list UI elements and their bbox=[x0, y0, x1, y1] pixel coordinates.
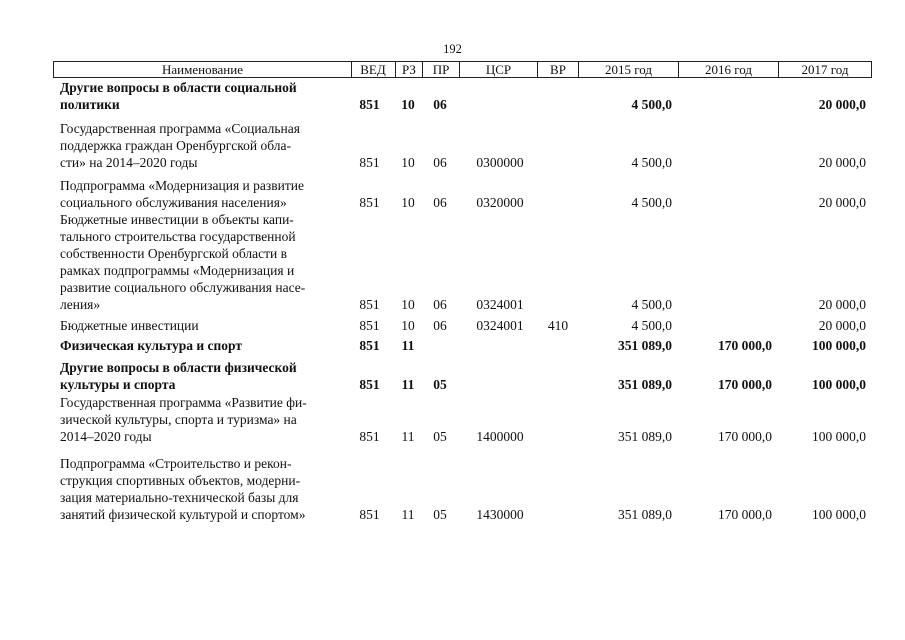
row-name-line: 2014–2020 годы bbox=[60, 429, 152, 444]
cell-rz: 10 bbox=[401, 318, 415, 333]
cell-pr: 05 bbox=[433, 429, 447, 444]
cell-pr: 06 bbox=[433, 297, 447, 312]
row-name-line: тального строительства государственной bbox=[60, 229, 296, 244]
row-name-line: развитие социального обслуживания насе- bbox=[60, 280, 306, 295]
cell-2015: 351 089,0 bbox=[618, 377, 672, 392]
row-name-line: Бюджетные инвестиции в объекты капи- bbox=[60, 212, 294, 227]
cell-rz: 11 bbox=[401, 507, 415, 522]
row-name-line: Другие вопросы в области социальной bbox=[60, 80, 297, 95]
row-name-line: Физическая культура и спорт bbox=[60, 338, 243, 353]
cell-rz: 10 bbox=[401, 155, 415, 170]
header-vr: ВР bbox=[538, 61, 579, 78]
cell-pr: 05 bbox=[433, 377, 447, 392]
cell-2017: 20 000,0 bbox=[818, 155, 866, 170]
cell-vr: 410 bbox=[547, 318, 569, 333]
cell-2015: 351 089,0 bbox=[618, 338, 672, 353]
row-name-line: политики bbox=[60, 97, 120, 112]
cell-rz: 11 bbox=[401, 338, 415, 353]
cell-ved: 851 bbox=[359, 377, 380, 392]
cell-rz: 11 bbox=[401, 429, 415, 444]
cell-2017: 20 000,0 bbox=[818, 318, 866, 333]
row-name-line: зической культуры, спорта и туризма» на bbox=[60, 412, 297, 427]
cell-csr: 0324001 bbox=[476, 297, 524, 312]
cell-2017: 100 000,0 bbox=[812, 429, 866, 444]
header-2015: 2015 год bbox=[579, 61, 679, 78]
cell-ved: 851 bbox=[359, 297, 380, 312]
page-number: 192 bbox=[443, 42, 462, 56]
cell-rz: 11 bbox=[401, 377, 415, 392]
cell-pr: 06 bbox=[433, 155, 447, 170]
row-name-line: сти» на 2014–2020 годы bbox=[60, 155, 198, 170]
cell-2016: 170 000,0 bbox=[718, 507, 772, 522]
cell-ved: 851 bbox=[359, 429, 380, 444]
cell-ved: 851 bbox=[359, 318, 380, 333]
header-csr: ЦСР bbox=[460, 61, 538, 78]
cell-2015: 351 089,0 bbox=[618, 429, 672, 444]
cell-2016: 170 000,0 bbox=[718, 377, 772, 392]
cell-rz: 10 bbox=[401, 195, 415, 210]
cell-2017: 100 000,0 bbox=[812, 338, 866, 353]
row-name-line: поддержка граждан Оренбургской обла- bbox=[60, 138, 292, 153]
row-name-line: собственности Оренбургской области в bbox=[60, 246, 288, 261]
cell-2015: 4 500,0 bbox=[631, 97, 672, 112]
row-name-line: Подпрограмма «Строительство и рекон- bbox=[60, 456, 292, 471]
row-name-line: ления» bbox=[60, 297, 101, 312]
cell-csr: 1430000 bbox=[476, 507, 524, 522]
cell-pr: 06 bbox=[433, 318, 447, 333]
cell-csr: 0300000 bbox=[476, 155, 524, 170]
row-name-line: Подпрограмма «Модернизация и развитие bbox=[60, 178, 304, 193]
row-name-line: социального обслуживания населения» bbox=[60, 195, 287, 210]
cell-2015: 351 089,0 bbox=[618, 507, 672, 522]
cell-csr: 0324001 bbox=[476, 318, 524, 333]
row-name-line: Государственная программа «Развитие фи- bbox=[60, 395, 307, 410]
cell-2017: 20 000,0 bbox=[818, 97, 866, 112]
row-name-line: Бюджетные инвестиции bbox=[60, 318, 199, 333]
cell-2015: 4 500,0 bbox=[631, 297, 672, 312]
cell-2017: 100 000,0 bbox=[812, 507, 866, 522]
cell-ved: 851 bbox=[359, 97, 380, 112]
cell-2017: 20 000,0 bbox=[818, 297, 866, 312]
row-name-line: Государственная программа «Социальная bbox=[60, 121, 300, 136]
cell-pr: 06 bbox=[433, 97, 447, 112]
cell-csr: 1400000 bbox=[476, 429, 524, 444]
cell-2015: 4 500,0 bbox=[631, 195, 672, 210]
cell-ved: 851 bbox=[359, 195, 380, 210]
row-name-line: струкция спортивных объектов, модерни- bbox=[60, 473, 301, 488]
header-name: Наименование bbox=[53, 61, 352, 78]
cell-csr: 0320000 bbox=[476, 195, 524, 210]
cell-rz: 10 bbox=[401, 97, 415, 112]
cell-2015: 4 500,0 bbox=[631, 318, 672, 333]
cell-ved: 851 bbox=[359, 507, 380, 522]
cell-2016: 170 000,0 bbox=[718, 338, 772, 353]
header-rz: РЗ bbox=[396, 61, 423, 78]
cell-2016: 170 000,0 bbox=[718, 429, 772, 444]
cell-pr: 06 bbox=[433, 195, 447, 210]
header-ved: ВЕД bbox=[351, 61, 396, 78]
cell-2015: 4 500,0 bbox=[631, 155, 672, 170]
cell-ved: 851 bbox=[359, 155, 380, 170]
row-name-line: Другие вопросы в области физической bbox=[60, 360, 297, 375]
header-2016: 2016 год bbox=[679, 61, 779, 78]
header-2017: 2017 год bbox=[779, 61, 872, 78]
header-pr: ПР bbox=[423, 61, 460, 78]
cell-rz: 10 bbox=[401, 297, 415, 312]
cell-2017: 20 000,0 bbox=[818, 195, 866, 210]
cell-ved: 851 bbox=[359, 338, 380, 353]
row-name-line: культуры и спорта bbox=[60, 377, 176, 392]
cell-2017: 100 000,0 bbox=[812, 377, 866, 392]
row-name-line: рамках подпрограммы «Модернизация и bbox=[60, 263, 295, 278]
cell-pr: 05 bbox=[433, 507, 447, 522]
row-name-line: зация материально-технической базы для bbox=[60, 490, 299, 505]
row-name-line: занятий физической культурой и спортом» bbox=[60, 507, 306, 522]
